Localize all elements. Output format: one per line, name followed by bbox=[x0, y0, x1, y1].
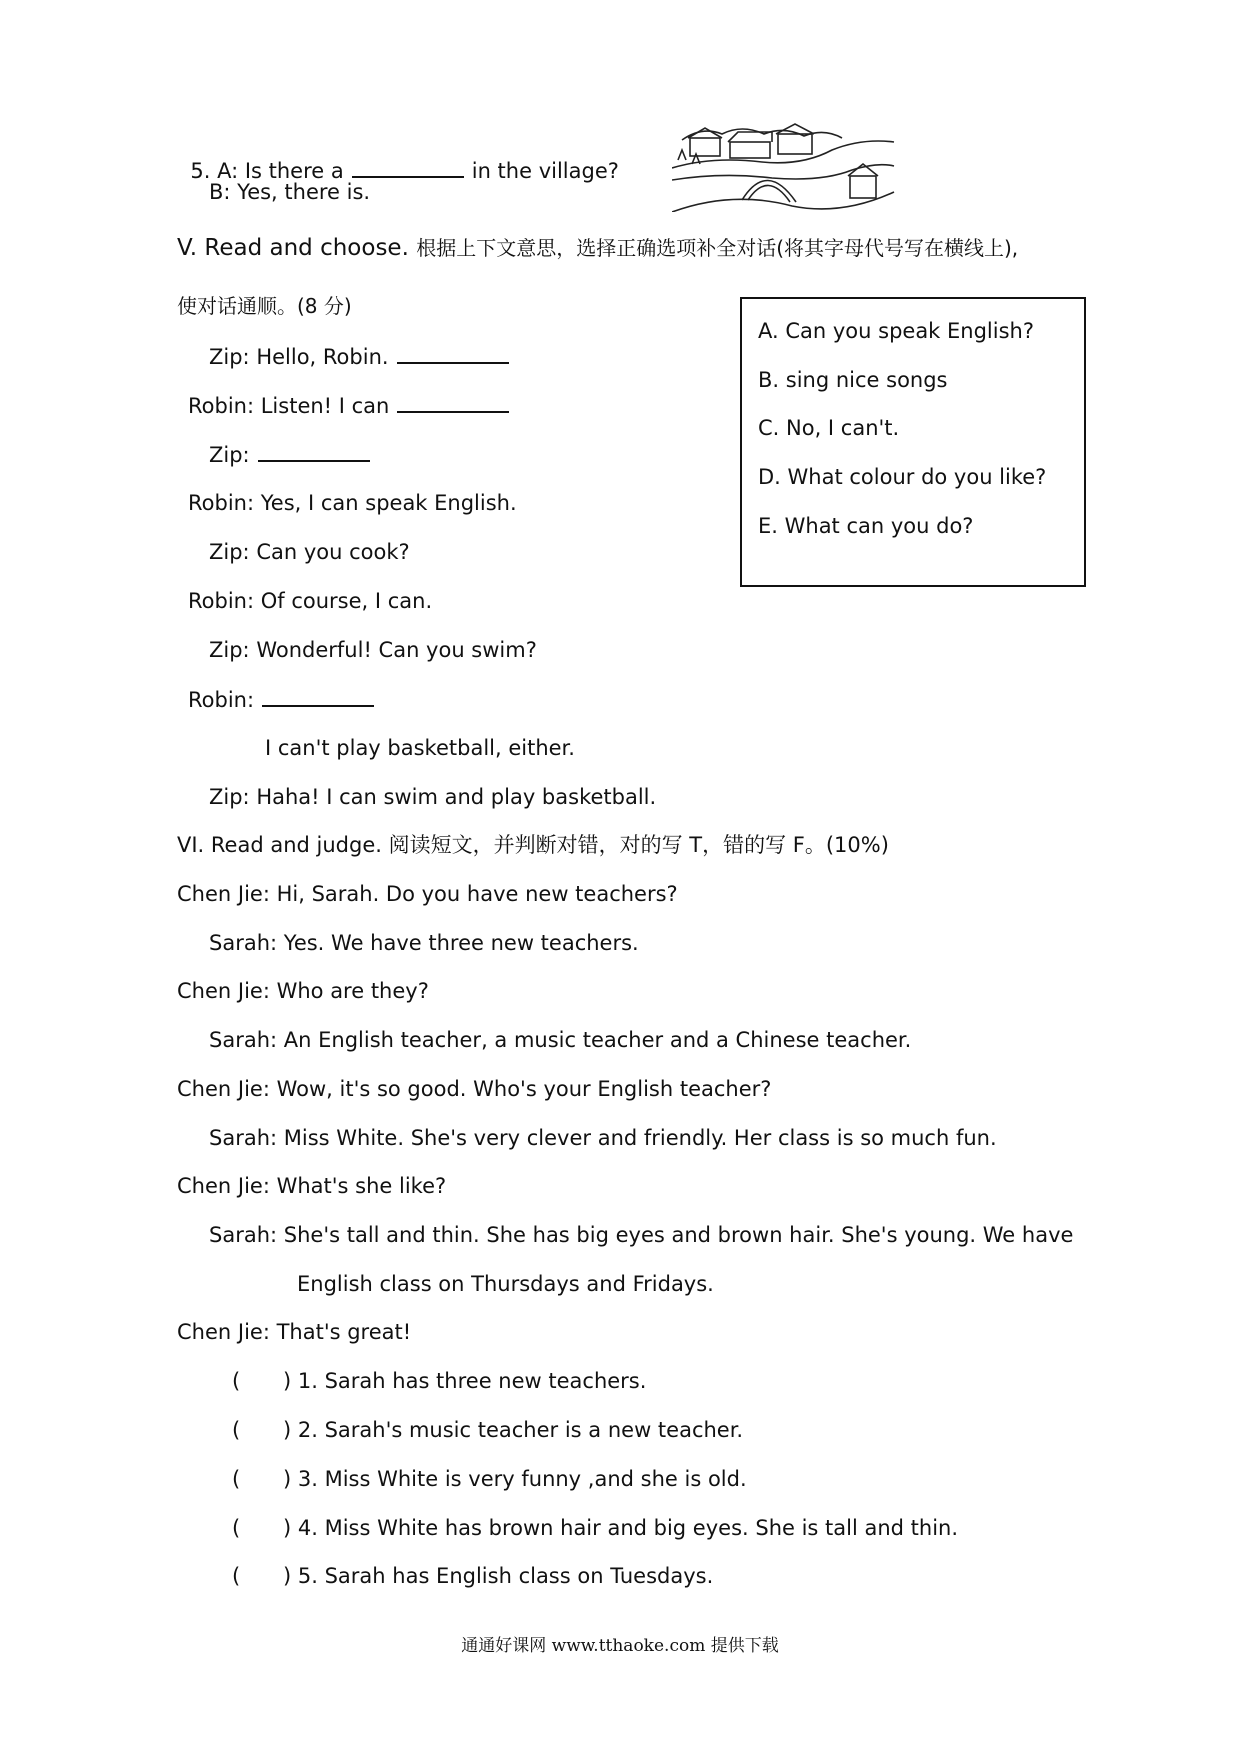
speaker: Zip: bbox=[209, 345, 250, 369]
dialogue-line bbox=[177, 1172, 446, 1200]
section5-title-line bbox=[177, 234, 1018, 262]
judge-question-3: ) 3. Miss White is very funny ,and she is old. bbox=[283, 1467, 747, 1491]
answer-blank-1[interactable] bbox=[397, 342, 509, 364]
line-text: She's tall and thin. She has big eyes and brown hair. She's young. We have bbox=[283, 1223, 1074, 1247]
dialogue-line bbox=[188, 489, 517, 517]
speaker: Sarah: bbox=[209, 931, 278, 955]
q5-blank[interactable] bbox=[352, 156, 464, 178]
dialogue-line bbox=[209, 1124, 997, 1152]
line-text: Wonderful! Can you swim? bbox=[256, 638, 537, 662]
option-b: B. sing nice songs bbox=[758, 368, 948, 392]
dialogue-line bbox=[209, 1221, 1073, 1249]
line-text: Who are they? bbox=[276, 979, 429, 1003]
page-footer: 通通好课网 www.tthaoke.com 提供下载 bbox=[461, 1636, 779, 1656]
line-text: Can you cook? bbox=[256, 540, 410, 564]
dialogue-line bbox=[188, 587, 432, 615]
line-text: An English teacher, a music teacher and a Chinese teacher. bbox=[283, 1028, 912, 1052]
q5-line-a bbox=[177, 128, 619, 185]
line-text: Wow, it's so good. Who's your English teacher? bbox=[276, 1077, 772, 1101]
speaker: Sarah: bbox=[209, 1223, 278, 1247]
speaker: Sarah: bbox=[209, 1028, 278, 1052]
section5-instruction: 根据上下文意思，选择正确选项补全对话(将其字母代号写在横线上), bbox=[416, 236, 1019, 260]
dialogue-line: English class on Thursdays and Fridays. bbox=[297, 1272, 714, 1296]
village-illustration bbox=[672, 120, 896, 212]
dialogue-line bbox=[177, 1318, 411, 1346]
dialogue-line bbox=[209, 440, 370, 469]
q5-a-prefix: 5. A: Is there a bbox=[190, 159, 344, 183]
judge-question-2: ) 2. Sarah's music teacher is a new teacher. bbox=[283, 1418, 744, 1442]
answer-paren-4[interactable]: ( bbox=[232, 1516, 241, 1540]
q5-line-b: B: Yes, there is. bbox=[209, 180, 371, 204]
line-text: Yes, I can speak English. bbox=[260, 491, 517, 515]
speaker: Zip: bbox=[209, 443, 250, 467]
section5-instruction2: 使对话通顺。(8 分) bbox=[177, 294, 352, 318]
judge-question-5: ) 5. Sarah has English class on Tuesdays. bbox=[283, 1564, 714, 1588]
speaker: Zip: bbox=[209, 638, 250, 662]
dialogue-line bbox=[209, 538, 410, 566]
option-e: E. What can you do? bbox=[758, 514, 974, 538]
speaker: Robin: bbox=[188, 589, 255, 613]
speaker: Robin: bbox=[188, 688, 255, 712]
judge-question-1: ) 1. Sarah has three new teachers. bbox=[283, 1369, 647, 1393]
line-text: What's she like? bbox=[276, 1174, 447, 1198]
line-text: Miss White. She's very clever and friendly. Her class is so much fun. bbox=[283, 1126, 997, 1150]
dialogue-line bbox=[177, 1075, 771, 1103]
dialogue-line bbox=[209, 929, 639, 957]
speaker: Sarah: bbox=[209, 1126, 278, 1150]
option-c: C. No, I can't. bbox=[758, 416, 900, 440]
dialogue-line bbox=[209, 636, 537, 664]
line-text: Hello, Robin. bbox=[256, 345, 389, 369]
dialogue-line bbox=[209, 342, 509, 371]
speaker: Zip: bbox=[209, 785, 250, 809]
speaker: Chen Jie: bbox=[177, 979, 270, 1003]
answer-paren-2[interactable]: ( bbox=[232, 1418, 241, 1442]
line-text: That's great! bbox=[276, 1320, 412, 1344]
options-box bbox=[740, 297, 1086, 587]
answer-blank-4[interactable] bbox=[262, 685, 374, 707]
dialogue-line bbox=[177, 880, 678, 908]
answer-blank-2[interactable] bbox=[397, 391, 509, 413]
judge-question-4: ) 4. Miss White has brown hair and big eyes. She is tall and thin. bbox=[283, 1516, 959, 1540]
answer-paren-5[interactable]: ( bbox=[232, 1564, 241, 1588]
speaker: Zip: bbox=[209, 540, 250, 564]
speaker: Chen Jie: bbox=[177, 1320, 270, 1344]
answer-blank-3[interactable] bbox=[258, 440, 370, 462]
line-text: Yes. We have three new teachers. bbox=[283, 931, 639, 955]
q5-a-suffix: in the village? bbox=[471, 159, 619, 183]
line-text: Of course, I can. bbox=[260, 589, 433, 613]
section6-title: VI. Read and judge. 阅读短文，并判断对错，对的写 T，错的写 F。(10%) bbox=[177, 833, 889, 857]
line-text: Haha! I can swim and play basketball. bbox=[256, 785, 657, 809]
speaker: Robin: bbox=[188, 394, 255, 418]
dialogue-line bbox=[209, 783, 656, 811]
dialogue-line bbox=[188, 391, 509, 420]
dialogue-line: I can't play basketball, either. bbox=[265, 736, 575, 760]
speaker: Robin: bbox=[188, 491, 255, 515]
speaker: Chen Jie: bbox=[177, 1077, 270, 1101]
answer-paren-1[interactable]: ( bbox=[232, 1369, 241, 1393]
option-a: A. Can you speak English? bbox=[758, 319, 1034, 343]
answer-paren-3[interactable]: ( bbox=[232, 1467, 241, 1491]
line-text: Hi, Sarah. Do you have new teachers? bbox=[276, 882, 678, 906]
speaker: Chen Jie: bbox=[177, 1174, 270, 1198]
line-text: Listen! I can bbox=[260, 394, 390, 418]
dialogue-line bbox=[188, 685, 374, 714]
section5-title: V. Read and choose. bbox=[177, 235, 409, 261]
dialogue-line bbox=[209, 1026, 911, 1054]
option-d: D. What colour do you like? bbox=[758, 465, 1047, 489]
speaker: Chen Jie: bbox=[177, 882, 270, 906]
dialogue-line bbox=[177, 977, 429, 1005]
